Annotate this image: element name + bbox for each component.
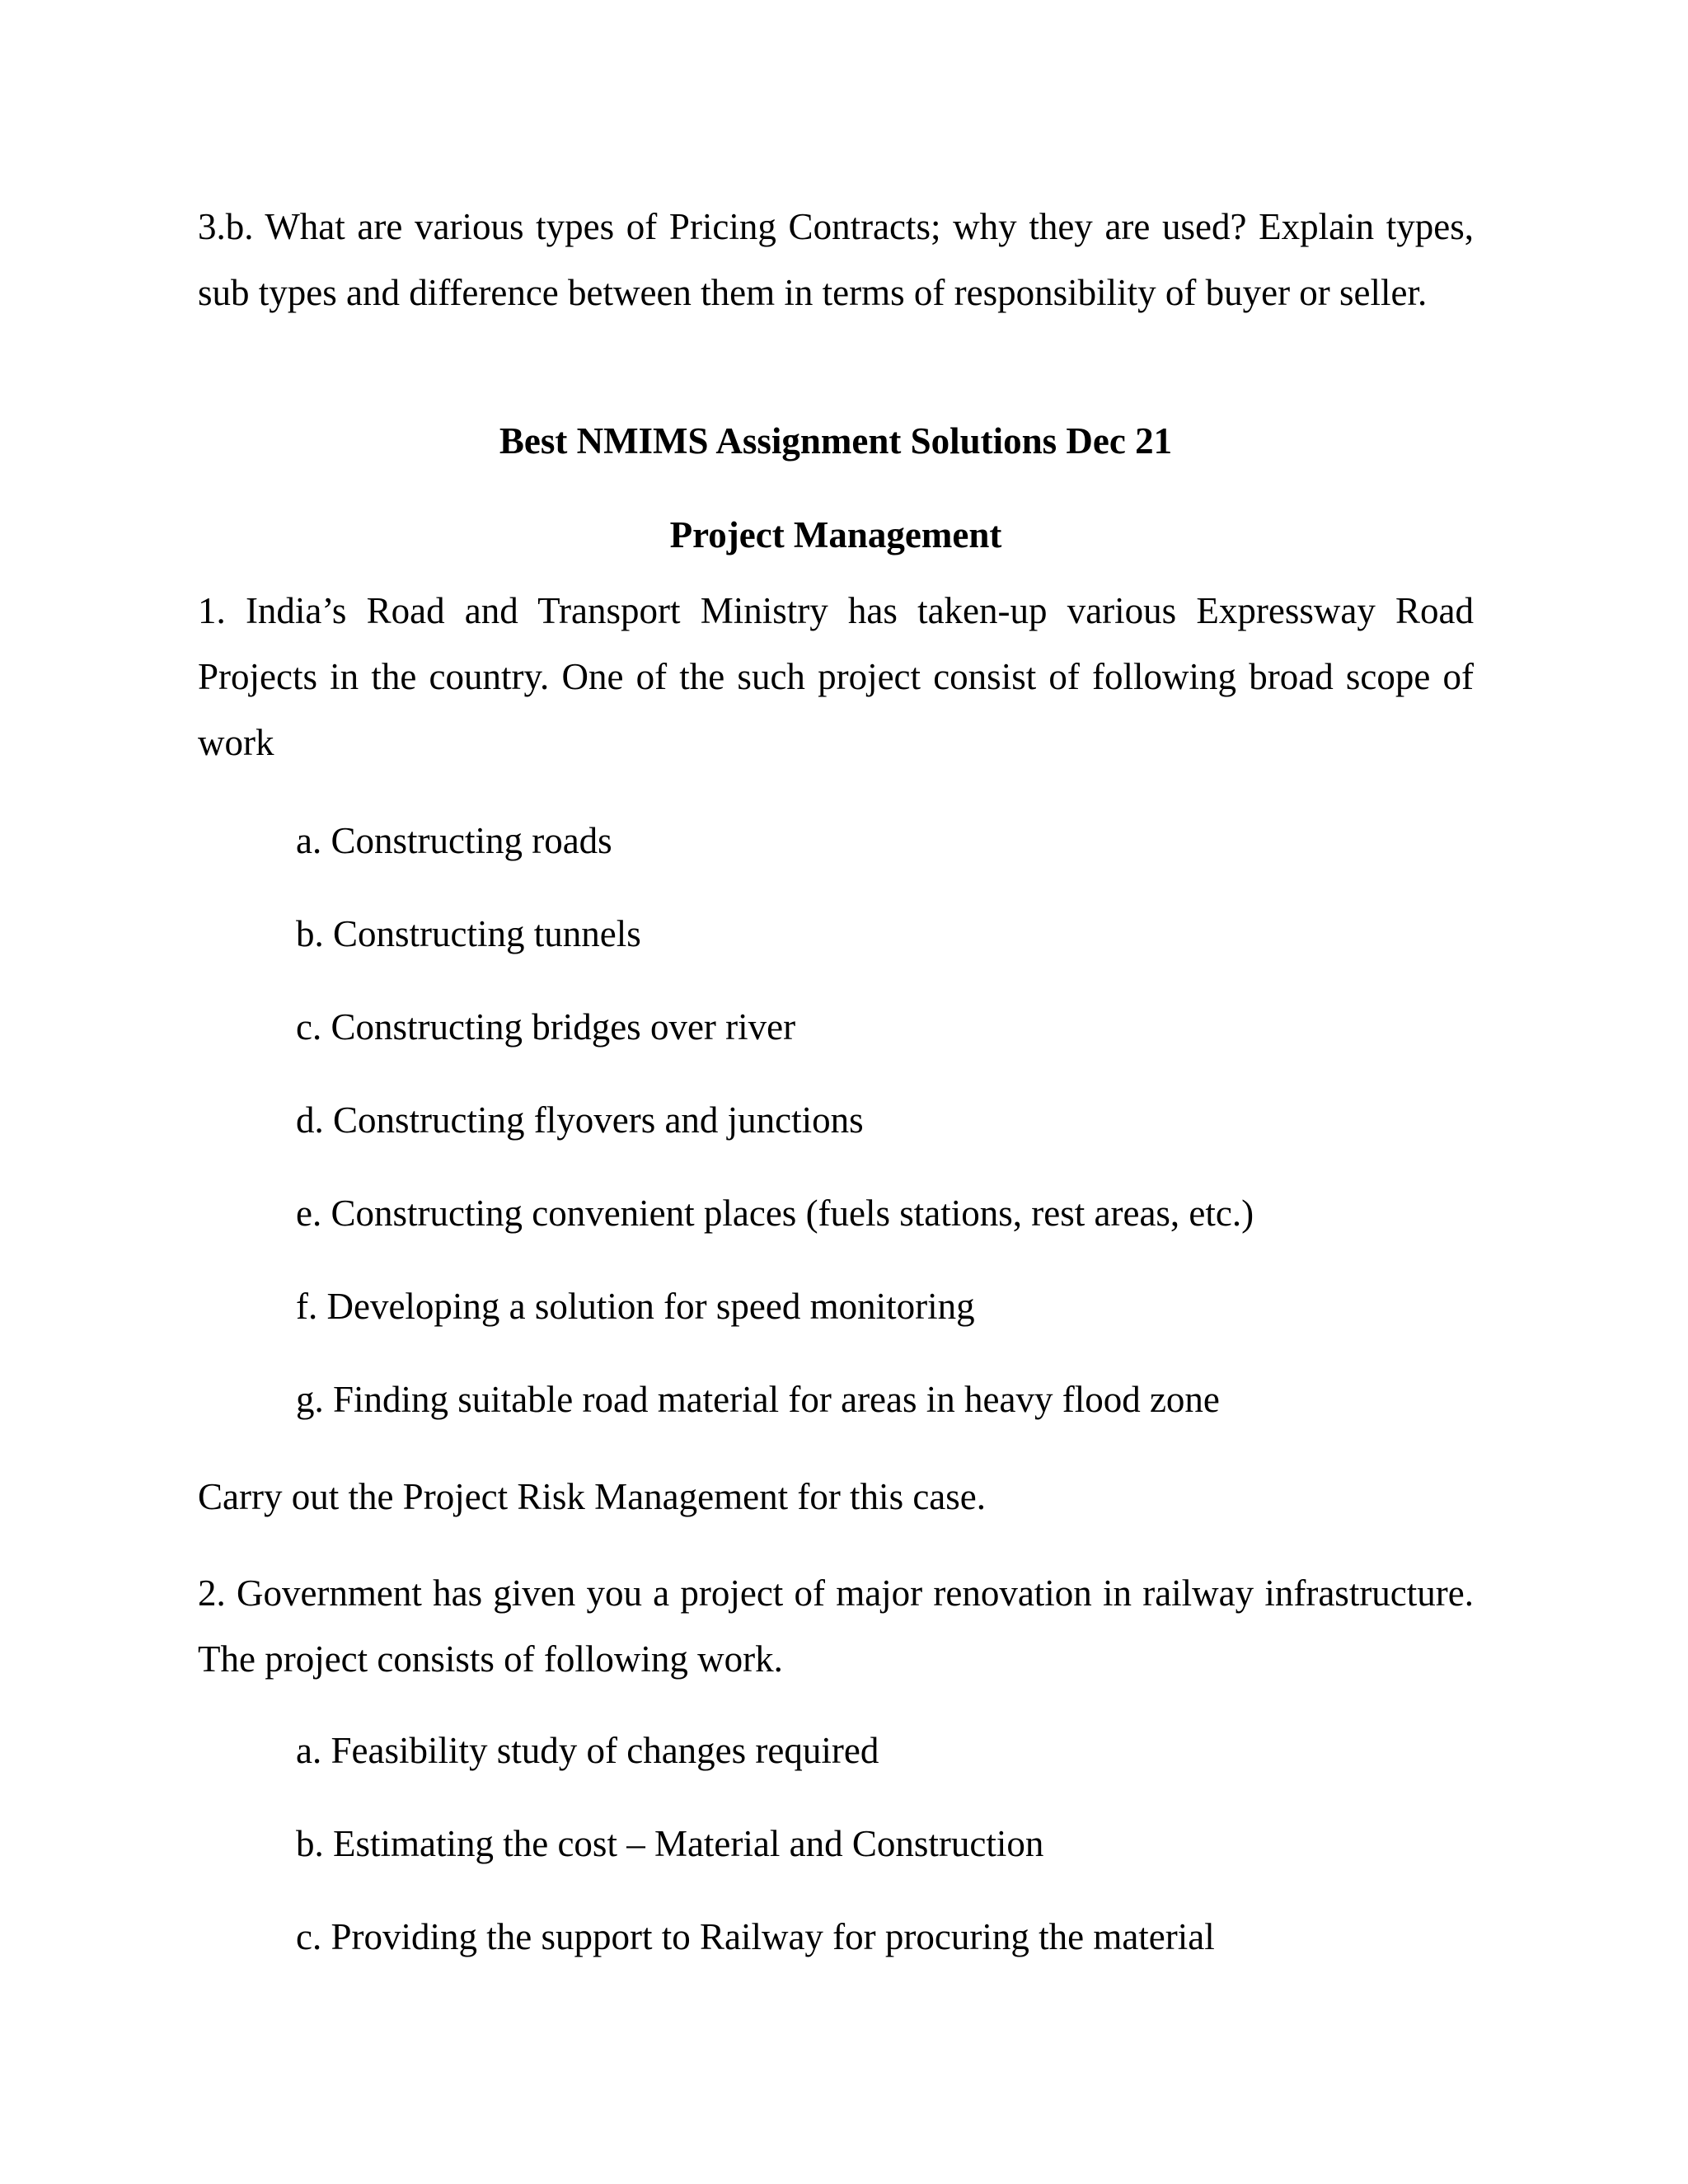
question-2-list [296,1726,1475,2005]
list-item: c. Constructing bridges over river [296,1006,796,1047]
list-item: b. Constructing tunnels [296,913,641,954]
question-1-list [296,816,1475,1468]
list-item: b. Estimating the cost – Material and Construction [296,1823,1044,1864]
list-item: g. Finding suitable road material for areas in heavy flood zone [296,1379,1220,1420]
list-item: e. Constructing convenient places (fuels stations, rest areas, etc.) [296,1193,1254,1234]
question-1-text: 1. India’s Road and Transport Ministry has taken-up various Expressway Road Projects in the country. One of the such project consist of following broad scope of work [198,590,1474,763]
question-1-closing: Carry out the Project Risk Management for this case. [198,1476,987,1517]
main-heading: Best NMIMS Assignment Solutions Dec 21 [499,420,1173,462]
subject-heading: Project Management [669,514,1002,555]
question-3b-text: 3.b. What are various types of Pricing Contracts; why they are used? Explain types, sub types and difference between them in terms of responsibility of buyer or seller. [198,206,1474,313]
list-item: a. Constructing roads [296,820,612,861]
list-item: a. Feasibility study of changes required [296,1730,879,1771]
list-item: f. Developing a solution for speed monitoring [296,1286,975,1327]
question-2-text: 2. Government has given you a project of major renovation in railway infrastructure. The project consists of following work. [198,1572,1474,1680]
list-item: c. Providing the support to Railway for procuring the material [296,1916,1215,1957]
list-item: d. Constructing flyovers and junctions [296,1099,864,1141]
